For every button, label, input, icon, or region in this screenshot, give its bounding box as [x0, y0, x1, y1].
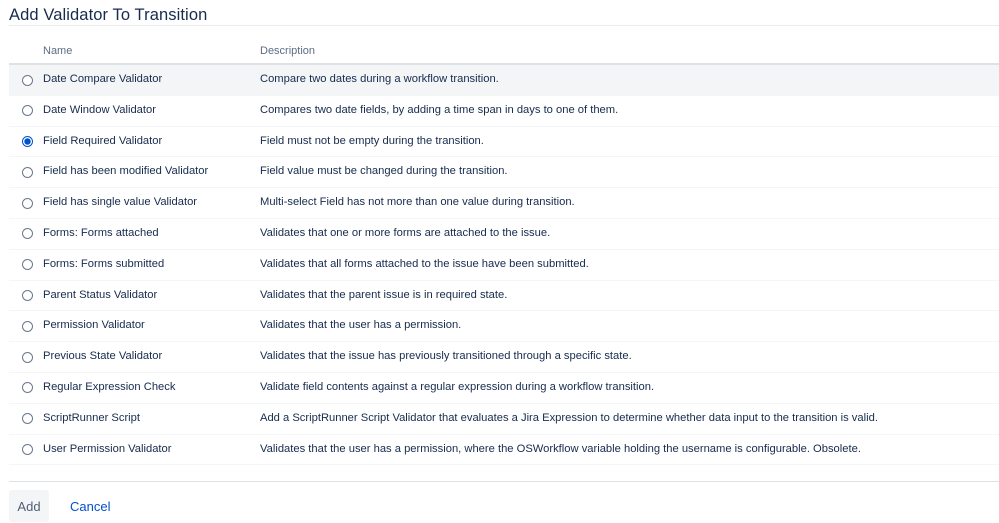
validator-description: Compares two date fields, by adding a time span in days to one of them. — [260, 103, 619, 116]
table-row[interactable] — [9, 404, 999, 435]
table-row[interactable] — [9, 219, 999, 250]
column-header-description: Description — [260, 45, 316, 57]
table-row[interactable] — [9, 281, 999, 312]
validator-description: Validates that the issue has previously transitioned through a specific state. — [260, 350, 632, 363]
validator-radio[interactable] — [22, 75, 33, 86]
table-row[interactable] — [9, 342, 999, 373]
title-divider — [9, 25, 999, 26]
validator-description: Add a ScriptRunner Script Validator that evaluates a Jira Expression to determine whether data input to the transition is valid. — [260, 411, 878, 424]
validator-radio[interactable] — [22, 290, 33, 301]
validator-radio[interactable] — [22, 352, 33, 363]
validator-description: Multi-select Field has not more than one value during transition. — [260, 196, 575, 209]
table-row[interactable] — [9, 250, 999, 281]
validator-description: Validates that the user has a permission, where the OSWorkflow variable holding the username is configurable. Obsolete. — [260, 442, 861, 455]
table-row[interactable] — [9, 188, 999, 219]
table-header — [9, 38, 999, 65]
validator-name[interactable]: ScriptRunner Script — [43, 411, 140, 424]
validator-radio[interactable] — [22, 167, 33, 178]
validator-description: Validates that the parent issue is in required state. — [260, 288, 508, 301]
validator-name[interactable]: Field has been modified Validator — [43, 165, 209, 178]
validator-description: Compare two dates during a workflow transition. — [260, 73, 499, 85]
validator-name[interactable]: Permission Validator — [43, 319, 145, 332]
validator-radio[interactable] — [22, 105, 33, 116]
validator-description: Validates that one or more forms are attached to the issue. — [260, 226, 551, 239]
validator-radio[interactable] — [22, 136, 33, 147]
validator-name[interactable]: User Permission Validator — [43, 442, 172, 455]
validator-radio[interactable] — [22, 444, 33, 455]
validator-radio[interactable] — [22, 413, 33, 424]
table-row[interactable] — [9, 65, 999, 96]
footer-divider — [9, 481, 999, 482]
validator-radio[interactable] — [22, 259, 33, 270]
table-row[interactable] — [9, 157, 999, 188]
validator-table — [9, 38, 999, 465]
validator-description: Validates that the user has a permission. — [260, 319, 462, 332]
table-row[interactable] — [9, 127, 999, 158]
validator-radio[interactable] — [22, 321, 33, 332]
table-body — [9, 65, 999, 465]
table-row[interactable] — [9, 311, 999, 342]
table-row[interactable] — [9, 96, 999, 127]
validator-name[interactable]: Date Compare Validator — [43, 73, 163, 85]
validator-name[interactable]: Field has single value Validator — [43, 196, 198, 209]
validator-radio[interactable] — [22, 228, 33, 239]
validator-name[interactable]: Regular Expression Check — [43, 380, 176, 393]
validator-name[interactable]: Previous State Validator — [43, 350, 163, 363]
validator-description: Validate field contents against a regular expression during a workflow transition. — [260, 380, 655, 393]
table-row[interactable] — [9, 435, 999, 466]
validator-description: Validates that all forms attached to the issue have been submitted. — [260, 257, 589, 270]
validator-description: Field must not be empty during the transition. — [260, 134, 484, 147]
cancel-link[interactable]: Cancel — [62, 490, 118, 522]
validator-name[interactable]: Parent Status Validator — [43, 288, 158, 301]
validator-radio[interactable] — [22, 382, 33, 393]
validator-name[interactable]: Field Required Validator — [43, 134, 163, 147]
page-title: Add Validator To Transition — [9, 6, 208, 24]
validator-name[interactable]: Forms: Forms submitted — [43, 257, 165, 270]
validator-name[interactable]: Date Window Validator — [43, 103, 156, 116]
add-button[interactable]: Add — [9, 490, 49, 522]
validator-radio[interactable] — [22, 198, 33, 209]
column-header-name: Name — [43, 45, 73, 57]
validator-name[interactable]: Forms: Forms attached — [43, 226, 159, 239]
table-row[interactable] — [9, 373, 999, 404]
validator-description: Field value must be changed during the transition. — [260, 165, 508, 178]
